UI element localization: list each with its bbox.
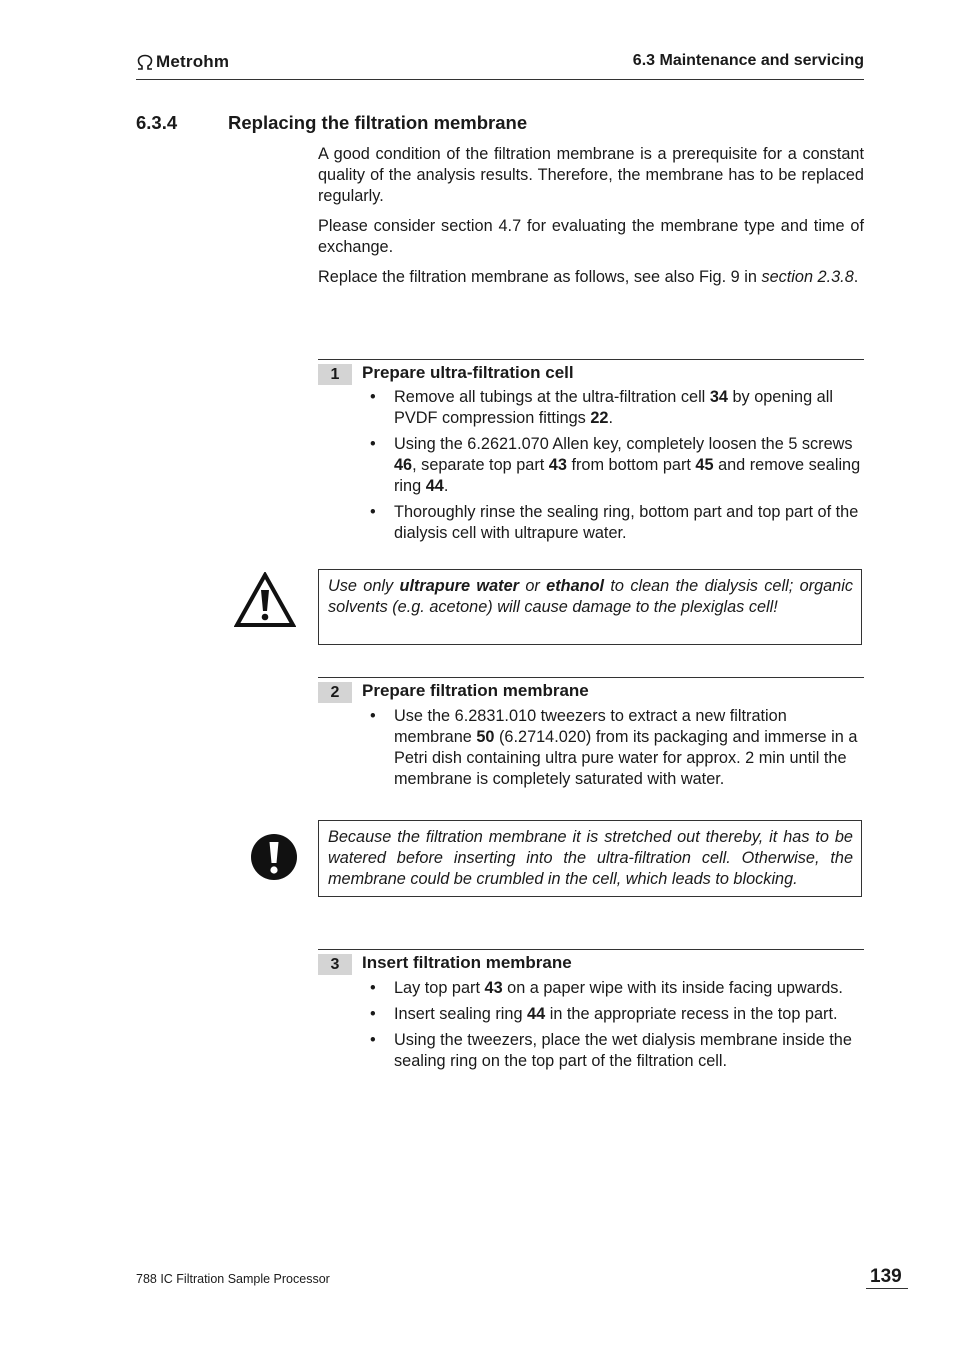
text-run: Insert sealing ring: [394, 1005, 528, 1023]
list-item: [370, 387, 864, 429]
text-run: to clean the dialysis cell; organic solvents (e.g. acetone) will cause damage to the plexiglas cell!: [328, 577, 853, 616]
text-run: in the appropriate recess in the top part.: [545, 1005, 838, 1023]
section-number: 6.3.4: [136, 112, 178, 133]
section-heading: [136, 112, 527, 134]
omega-icon: [136, 54, 154, 70]
text-run: .: [853, 268, 859, 286]
list-item: [370, 1030, 864, 1072]
text-run: on a paper wipe with its inside facing upwards.: [502, 979, 843, 997]
step-title: Prepare ultra-filtration cell: [362, 363, 574, 382]
text-run: and remove sealing ring: [394, 456, 861, 495]
bullet-icon: •: [370, 435, 376, 453]
exclamation-icon: [250, 833, 298, 881]
bullet-icon: •: [370, 979, 376, 997]
text-run: Remove all tubings at the ultra-filtration cell: [394, 388, 710, 406]
section-title: Replacing the filtration membrane: [228, 112, 528, 133]
step-number: 2: [318, 682, 352, 703]
page-number: 139: [866, 1266, 908, 1289]
step-title: Prepare filtration membrane: [362, 681, 589, 700]
text-run: from bottom part: [566, 456, 696, 474]
intro-paragraph-3: [318, 267, 864, 288]
text-run: .: [443, 477, 449, 495]
bullet-icon: •: [370, 388, 376, 406]
text-run: Thoroughly rinse the sealing ring, bottom part and top part of the dialysis cell with ultrapure water.: [394, 503, 859, 542]
header-section-title: 6.3 Maintenance and servicing: [632, 52, 864, 69]
text-run: , separate top part: [412, 456, 549, 474]
bullet-icon: •: [370, 707, 376, 725]
step-2-header: [318, 677, 864, 704]
step-number: 1: [318, 364, 352, 385]
emphasis: ultrapure water: [399, 577, 519, 595]
step-1-header: [318, 359, 864, 386]
text-run: (6.2714.020) from its packaging and immerse in a Petri dish containing ultra pure water for approx. 2 min until the membrane is completely saturated with water.: [394, 728, 858, 788]
text-run: Using the tweezers, place the wet dialysis membrane inside the sealing ring on the top part of the filtration cell.: [394, 1031, 852, 1070]
list-item: [370, 502, 864, 544]
step-number: 3: [318, 954, 352, 975]
caution-box: Because the filtration membrane it is stretched out thereby, it has to be watered before inserting into the ultra-filtration cell. Otherwise, the membrane could be crumbled in the cell, which leads to blocking.: [318, 820, 862, 897]
intro-paragraph-2: Please consider section 4.7 for evaluating the membrane type and time of exchange.: [318, 217, 864, 256]
text-run: by opening all PVDF compression fittings: [394, 388, 833, 427]
part-ref: 45: [695, 456, 714, 474]
step-1-bullets: [370, 387, 864, 549]
logo-text: Metrohm: [156, 52, 230, 71]
intro-paragraph-1: A good condition of the filtration membrane is a prerequisite for a constant quality of the analysis results. Therefore, the membrane has to be replaced regularly.: [318, 145, 864, 205]
part-ref: 50: [476, 728, 495, 746]
step-3-header: [318, 949, 864, 976]
emphasis: ethanol: [546, 577, 605, 595]
list-item: [370, 978, 864, 999]
list-item: [370, 706, 864, 790]
text-run: Use the 6.2831.010 tweezers to extract a new filtration membrane: [394, 707, 787, 746]
list-item: [370, 434, 864, 497]
text-run: Lay top part: [394, 979, 485, 997]
text-run: .: [608, 409, 614, 427]
text-run: Replace the filtration membrane as follows, see also Fig. 9 in: [318, 268, 762, 286]
part-ref: 46: [394, 456, 413, 474]
bullet-icon: •: [370, 1005, 376, 1023]
step-3-bullets: [370, 978, 864, 1077]
part-ref: 44: [425, 477, 444, 495]
text-run: or: [518, 577, 547, 595]
step-title: Insert filtration membrane: [362, 953, 572, 972]
list-item: [370, 1004, 864, 1025]
page-header: [136, 50, 864, 80]
text-run: Using the 6.2621.070 Allen key, completely loosen the 5 screws: [394, 435, 853, 453]
footer-document-title: 788 IC Filtration Sample Processor: [136, 1272, 330, 1286]
text-run: Use only: [328, 577, 400, 595]
part-ref: 43: [548, 456, 567, 474]
part-ref: 43: [484, 979, 503, 997]
part-ref: 34: [709, 388, 728, 406]
metrohm-logo: [136, 52, 229, 72]
warning-icon: [234, 572, 296, 628]
part-ref: 44: [527, 1005, 546, 1023]
section-reference: section 2.3.8: [761, 268, 854, 286]
step-2-bullets: [370, 706, 864, 795]
part-ref: 22: [590, 409, 609, 427]
bullet-icon: •: [370, 1031, 376, 1049]
warning-box: [318, 569, 862, 645]
bullet-icon: •: [370, 503, 376, 521]
